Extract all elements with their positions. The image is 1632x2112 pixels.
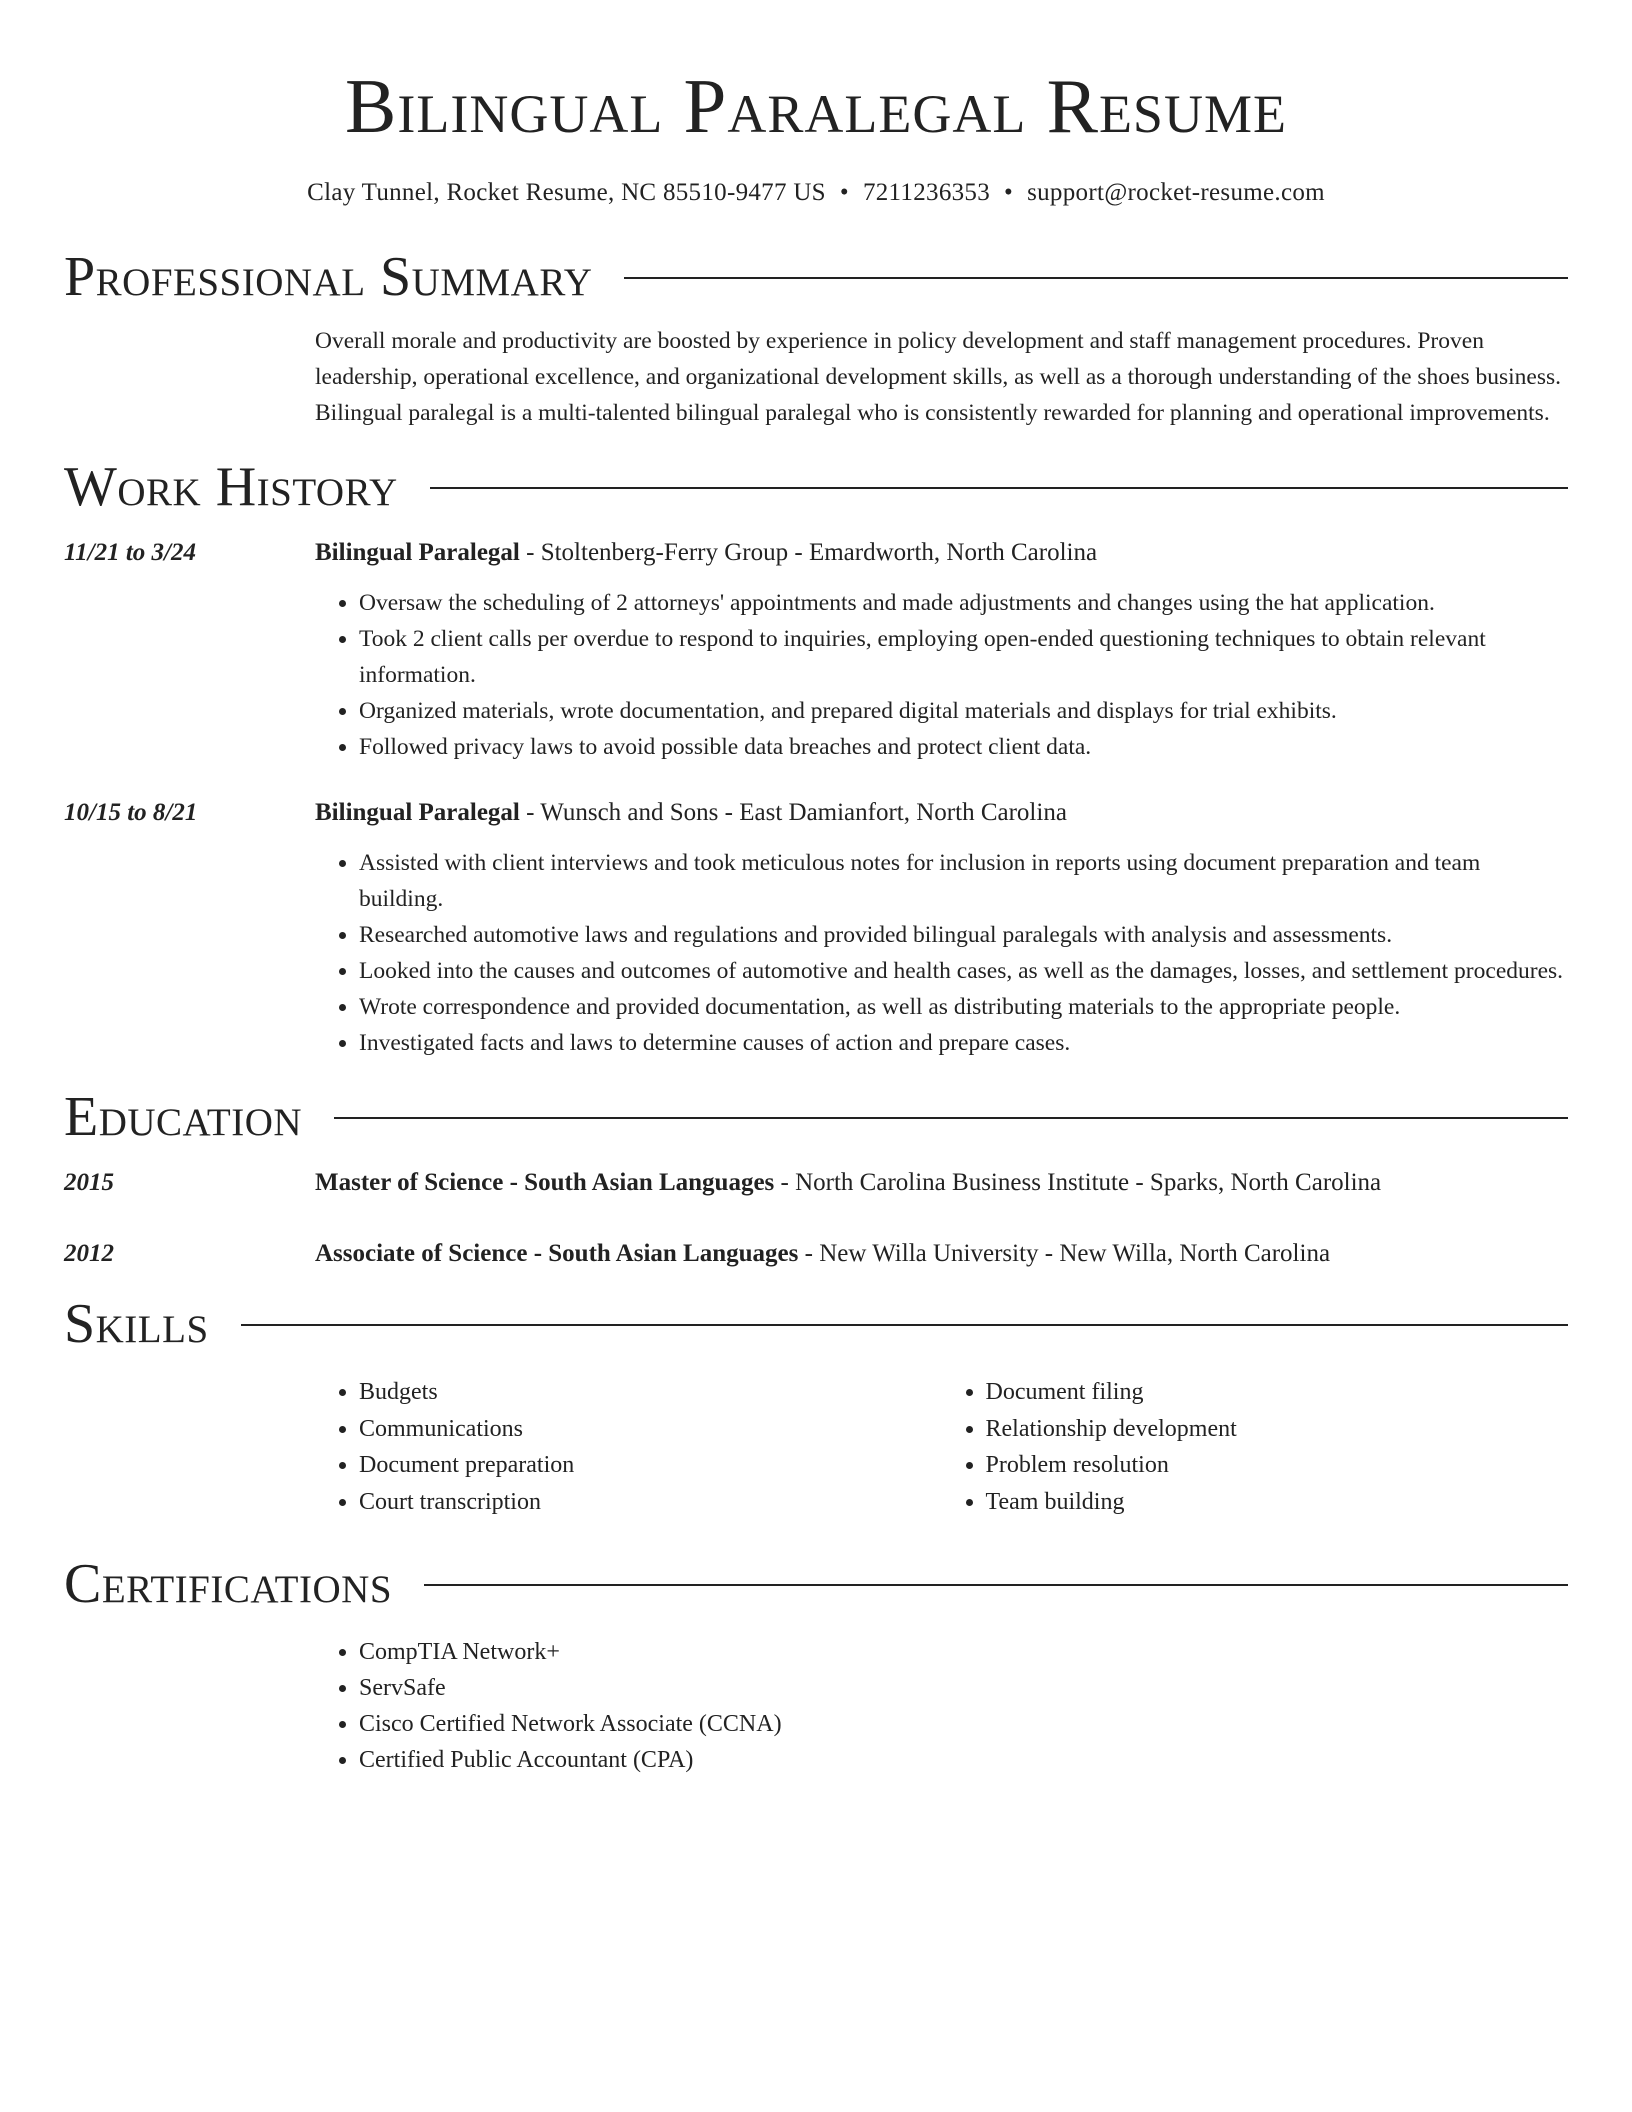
job-bullets	[315, 845, 1568, 1061]
job-bullets	[315, 585, 1568, 765]
job-bullet: • Oversaw the scheduling of 2 attorneys' appointments and made adjustments and changes using the hat application.	[359, 585, 1568, 621]
certification-item: • Cisco Certified Network Associate (CCNA)	[359, 1706, 1568, 1742]
section-title-education: Education	[64, 1086, 303, 1148]
education-details: - North Carolina Business Institute - Sparks, North Carolina	[774, 1169, 1382, 1196]
skills-list	[315, 1374, 1568, 1520]
job-title: Bilingual Paralegal	[315, 539, 520, 566]
section-title-work: Work History	[64, 456, 398, 518]
contact-address: Clay Tunnel, Rocket Resume, NC 85510-9477 US	[307, 179, 826, 206]
job-details: - Stoltenberg-Ferry Group - Emardworth, North Carolina	[519, 539, 1098, 566]
job-dates: 10/15 to 8/21	[64, 799, 198, 826]
job-bullet: • Assisted with client interviews and took meticulous notes for inclusion in reports using document preparation and team building.	[359, 845, 1568, 917]
section-summary-header	[64, 241, 1568, 313]
education-degree: Master of Science - South Asian Languages	[315, 1169, 775, 1196]
contact-separator: •	[1004, 179, 1014, 206]
job-heading	[315, 795, 1568, 831]
contact-separator: •	[839, 179, 849, 206]
education-heading	[315, 1165, 1568, 1201]
skills-column-right	[942, 1374, 1569, 1520]
skill-item: • Budgets	[359, 1374, 942, 1411]
job-title: Bilingual Paralegal	[315, 799, 520, 826]
job-body	[315, 535, 1568, 765]
certification-item: • ServSafe	[359, 1670, 1568, 1706]
job-details: - Wunsch and Sons - East Damianfort, North Carolina	[519, 799, 1067, 826]
skill-item: • Problem resolution	[986, 1447, 1569, 1484]
job-bullet: • Investigated facts and laws to determine causes of action and prepare cases.	[359, 1025, 1568, 1061]
education-year: 2015	[64, 1169, 114, 1196]
job-bullet: • Took 2 client calls per overdue to respond to inquiries, employing open-ended questioning techniques to obtain relevant information.	[359, 621, 1568, 693]
section-education-header	[64, 1081, 1568, 1153]
job-entry	[64, 535, 1568, 765]
education-entry	[64, 1165, 1568, 1201]
section-divider	[430, 487, 1568, 489]
section-certifications-header	[64, 1548, 1568, 1620]
education-entry	[64, 1236, 1568, 1272]
skill-item: • Court transcription	[359, 1484, 942, 1521]
skills-column-left	[315, 1374, 942, 1520]
section-work-header	[64, 451, 1568, 523]
section-title-skills: Skills	[64, 1293, 209, 1355]
job-body	[315, 795, 1568, 1061]
job-bullet: • Wrote correspondence and provided documentation, as well as distributing materials to the appropriate people.	[359, 989, 1568, 1025]
job-bullet: • Looked into the causes and outcomes of automotive and health cases, as well as the damages, losses, and settlement procedures.	[359, 953, 1568, 989]
skill-item: • Document filing	[986, 1374, 1569, 1411]
job-bullet: • Organized materials, wrote documentation, and prepared digital materials and displays for trial exhibits.	[359, 693, 1568, 729]
contact-line	[64, 176, 1568, 210]
job-bullet: • Followed privacy laws to avoid possible data breaches and protect client data.	[359, 729, 1568, 765]
certification-item: • CompTIA Network+	[359, 1634, 1568, 1670]
education-degree: Associate of Science - South Asian Languages	[315, 1240, 799, 1267]
job-entry	[64, 795, 1568, 1061]
certification-item: • Certified Public Accountant (CPA)	[359, 1742, 1568, 1778]
skill-item: • Communications	[359, 1411, 942, 1448]
education-details: - New Willa University - New Willa, North Carolina	[798, 1240, 1331, 1267]
contact-phone: 7211236353	[862, 179, 991, 206]
section-divider	[241, 1324, 1568, 1326]
contact-email: support@rocket-resume.com	[1027, 179, 1325, 206]
education-heading	[315, 1236, 1568, 1272]
certifications-items	[315, 1634, 1568, 1778]
job-dates: 11/21 to 3/24	[64, 539, 196, 566]
skill-item: • Document preparation	[359, 1447, 942, 1484]
section-divider	[624, 277, 1568, 279]
section-title-certifications: Certifications	[64, 1553, 393, 1615]
summary-text: Overall morale and productivity are boosted by experience in policy development and staff management procedures. Proven leadership, operational excellence, and organizational development skills, as well as a thorough understanding of the shoes business. Bilingual paralegal is a multi-talented bilingual paralegal who is consistently rewarded for planning and operational improvements.	[315, 328, 1562, 426]
resume-title: Bilingual Paralegal Resume	[345, 63, 1287, 149]
resume-page	[64, 0, 1568, 1778]
job-heading	[315, 535, 1568, 571]
job-bullet: • Researched automotive laws and regulations and provided bilingual paralegals with analysis and assessments.	[359, 917, 1568, 953]
section-divider	[424, 1584, 1568, 1586]
education-year: 2012	[64, 1240, 114, 1267]
skill-item: • Relationship development	[986, 1411, 1569, 1448]
skill-item: • Team building	[986, 1484, 1569, 1521]
section-title-summary: Professional Summary	[64, 246, 593, 308]
section-skills-header	[64, 1288, 1568, 1360]
certifications-list	[315, 1634, 1568, 1778]
section-divider	[334, 1117, 1568, 1119]
